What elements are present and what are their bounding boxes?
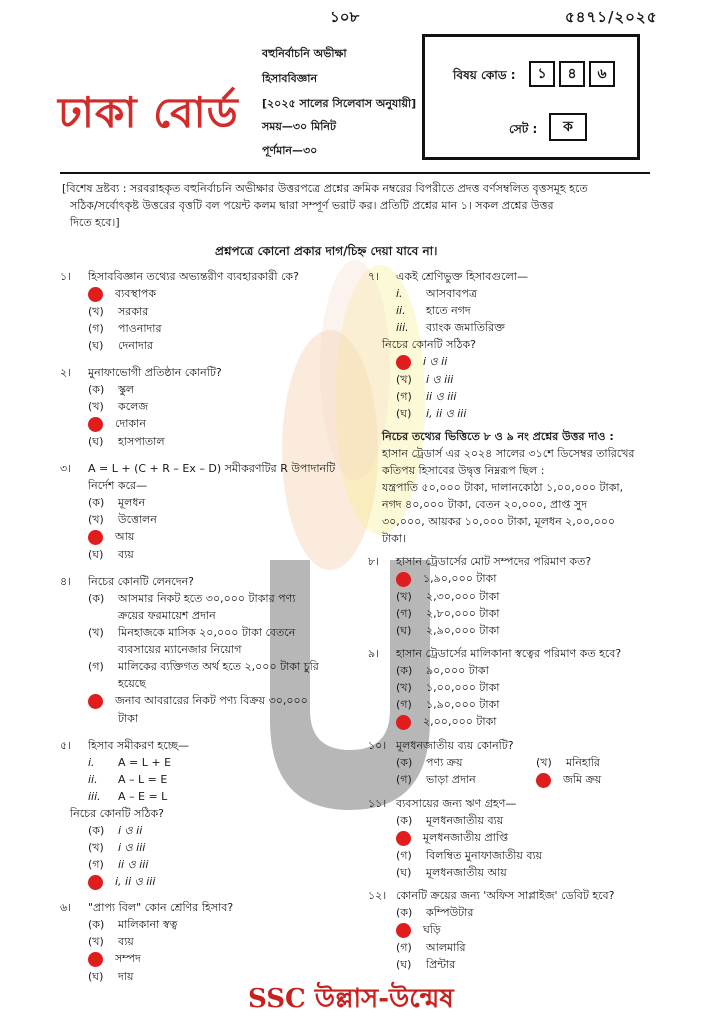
stem-line: ৩০,০০০, আয়কর ১০,০০০ টাকা, মূলধন ২,০০,০০০ — [382, 515, 616, 528]
question-7: ৭। একই শ্রেণিভুক্ত হিসাবগুলো— — [368, 270, 528, 283]
answer-mark — [88, 694, 103, 709]
option: ১,৯০,০০০ টাকা — [368, 570, 668, 588]
option: (খ) ১,০০,০০০ টাকা — [396, 681, 500, 694]
answer-mark — [88, 530, 103, 545]
page-number: ১০৮ — [330, 8, 360, 26]
question-8: ৮। হাসান ট্রেডার্সের মোট সম্পদের পরিমাণ কত? — [368, 555, 592, 568]
option: ব্যবস্থাপক — [60, 285, 360, 303]
option: (ঘ) প্রিন্টার — [396, 958, 456, 971]
answer-mark — [88, 875, 103, 890]
document-code: ৫৪৭১/২০২৫ — [565, 8, 658, 26]
statement: iii. ব্যাংক জমাতিরিক্ত — [396, 321, 505, 334]
question-3: ৩। A = L + (C + R – Ex – D) সমীকরণটির R উপাদানটি — [60, 462, 336, 475]
option: (খ) কলেজ — [88, 400, 149, 413]
left-column — [60, 268, 360, 985]
question-1: ১। হিসাববিজ্ঞান তথ্যের অভ্যন্তরীণ ব্যবহারকারী কে? — [60, 270, 299, 283]
option: i, ii ও iii — [60, 873, 360, 891]
statement: ii. হাতে নগদ — [396, 304, 471, 317]
option-cont: টাকা — [118, 712, 139, 725]
stem-intro: নিচের তথ্যের ভিত্তিতে ৮ ও ৯ নং প্রশ্নের উত্তর দাও : — [382, 430, 614, 443]
stem-line: কতিপয় হিসাবের উদ্বৃত্ত নিম্নরূপ ছিল : — [382, 464, 545, 477]
no-marks-note: প্রশ্নপত্রে কোনো প্রকার দাগ/চিহ্ন দেয়া যাবে না। — [215, 244, 438, 258]
option: (ঘ) i, ii ও iii — [396, 407, 467, 420]
stem-line: হাসান ট্রেডার্স এর ২০২৪ সালের ৩১শে ডিসেম্বর তারিখের — [382, 447, 635, 460]
question-11: ১১। ব্যবসায়ের জন্য ঋণ গ্রহণ— — [368, 797, 517, 810]
option: (ঘ) হাসপাতাল — [88, 435, 165, 448]
subject-code-digit: ১ — [529, 61, 555, 87]
instruction-line-2: সঠিক/সর্বোৎকৃষ্ট উত্তরের বৃত্তটি বল পয়েন্ট কলম দ্বারা সম্পূর্ণ ভরাট কর। প্রতিটি প্রশ্নের মান ১। সকল প্রশ্নের উত্তর — [70, 199, 554, 212]
answer-mark — [396, 831, 411, 846]
option: (গ) ii ও iii — [396, 390, 457, 403]
option: জনাব আবরারের নিকট পণ্য বিক্রয় ৩০,০০০ — [60, 692, 360, 710]
option: (ঘ) দায় — [88, 970, 134, 983]
option: (খ) মিনহাজকে মাসিক ২০,০০০ টাকা বেতনে — [88, 626, 296, 639]
option: মূলধনজাতীয় প্রাপ্তি — [368, 829, 668, 847]
option: ২,০০,০০০ টাকা — [368, 713, 668, 731]
subject-code-digit: ৪ — [559, 61, 585, 87]
option-cont: হয়েছে — [118, 677, 146, 690]
board-title: ঢাকা বোর্ড — [58, 88, 239, 137]
question-3-cont: নির্দেশ করে— — [88, 479, 148, 492]
time-limit: সময়—৩০ মিনিট — [262, 120, 336, 133]
instruction-line-3: দিতে হবে।] — [70, 216, 120, 229]
header-divider — [60, 172, 650, 174]
option: (খ) i ও iii — [396, 373, 454, 386]
answer-mark — [396, 355, 411, 370]
instruction-line-1: [বিশেষ দ্রষ্টব্য : সরবরাহকৃত বহুনির্বাচনি অভীক্ষার উত্তরপত্রে প্রশ্নের ক্রমিক নম্বরের বিপরীতে প্রদত্ত বর্ণসম্বলিত বৃত্তসমূহ হতে — [62, 182, 588, 195]
answer-mark — [88, 952, 103, 967]
exam-type: বহুনির্বাচনি অভীক্ষা — [262, 47, 347, 60]
option: (গ) মালিকের ব্যক্তিগত অর্থ হতে ২,০০০ টাকা চুরি — [88, 660, 319, 673]
subject-name: হিসাববিজ্ঞান — [262, 72, 318, 85]
option: সম্পদ — [60, 950, 360, 968]
option: দোকান — [60, 415, 360, 433]
option: (গ) ii ও iii — [88, 858, 149, 871]
footer-brand: SSC উল্লাস-উন্মেষ — [248, 984, 454, 1014]
option: (ক) কম্পিউটার — [396, 906, 474, 919]
code-box — [422, 34, 640, 160]
option: (ঘ) ২,৯০,০০০ টাকা — [396, 624, 500, 637]
answer-mark — [396, 923, 411, 938]
option-cont: ক্রয়ের ফরমায়েশ প্রদান — [118, 609, 216, 622]
option: (ঘ) ব্যয় — [88, 548, 134, 561]
answer-mark — [88, 287, 103, 302]
subject-code-digit: ৬ — [589, 61, 615, 87]
option: (খ) ব্যয় — [88, 935, 134, 948]
question-2: ২। মুনাফাভোগী প্রতিষ্ঠান কোনটি? — [60, 366, 222, 379]
option: (গ) বিলম্বিত মুনাফাজাতীয় ব্যয় — [396, 849, 543, 862]
statement: i. A = L + E — [88, 756, 172, 769]
option: (খ) উত্তোলন — [88, 513, 157, 526]
option: (ক) আসমার নিকট হতে ৩০,০০০ টাকার পণ্য — [88, 592, 296, 605]
right-column — [368, 268, 668, 973]
option: (গ) ১,৯০,০০০ টাকা — [396, 698, 500, 711]
option: (ক) স্কুল — [88, 383, 135, 396]
option-row: (ক) পণ্য ক্রয় (খ) মনিহারি — [396, 756, 600, 769]
option-row: (গ) ভাড়া প্রদান জমি ক্রয় — [396, 773, 602, 786]
answer-mark — [396, 715, 411, 730]
option: (ক) মূলধন — [88, 496, 146, 509]
set-value: ক — [549, 113, 587, 141]
statement: iii. A – E = L — [88, 790, 168, 803]
answer-mark — [536, 773, 551, 788]
statement: i. আসবাবপত্র — [396, 287, 478, 300]
statement: ii. A – L = E — [88, 773, 168, 786]
syllabus-note: [২০২৫ সালের সিলেবাস অনুযায়ী] — [262, 97, 417, 110]
option: (গ) ২,৮০,০০০ টাকা — [396, 607, 500, 620]
answer-mark — [396, 572, 411, 587]
option: ঘড়ি — [368, 921, 668, 939]
option: (গ) আলমারি — [396, 941, 466, 954]
question-5: ৫। হিসাব সমীকরণ হচ্ছে— — [60, 739, 190, 752]
subject-code-label: বিষয় কোড : — [453, 68, 516, 82]
question-10: ১০। মূলধনজাতীয় ব্যয় কোনটি? — [368, 739, 514, 752]
option: (খ) সরকার — [88, 305, 149, 318]
option: আয় — [60, 528, 360, 546]
question-6: ৬। "প্রাপ্য বিল" কোন শ্রেণির হিসাব? — [60, 901, 234, 914]
stem-line: নগদ ৪০,০০০ টাকা, বেতন ২০,০০০, প্রাপ্ত সুদ — [382, 498, 587, 511]
option: (খ) i ও iii — [88, 841, 146, 854]
set-label: সেট : — [509, 122, 538, 136]
option: i ও ii — [368, 353, 668, 371]
sub-question: নিচের কোনটি সঠিক? — [382, 338, 476, 351]
option: (ঘ) মূলধনজাতীয় আয় — [396, 866, 507, 879]
sub-question: নিচের কোনটি সঠিক? — [70, 807, 164, 820]
option: (ক) মূলধনজাতীয় ব্যয় — [396, 814, 504, 827]
option: (ক) i ও ii — [88, 824, 143, 837]
option-cont: ব্যবসায়ের ম্যানেজার নিয়োগ — [118, 643, 242, 656]
stem-line: যন্ত্রপাতি ৫০,০০০ টাকা, দালানকোঠা ১,০০,০০০ টাকা, — [382, 481, 624, 494]
option: (ঘ) দেনাদার — [88, 339, 154, 352]
full-marks: পূর্ণমান—৩০ — [262, 144, 318, 157]
stem-line: টাকা। — [382, 532, 407, 545]
option: (ক) ৯০,০০০ টাকা — [396, 664, 489, 677]
answer-mark — [88, 417, 103, 432]
option: (ক) মালিকানা স্বত্ব — [88, 918, 178, 931]
option: (খ) ২,৩০,০০০ টাকা — [396, 590, 500, 603]
option: (গ) পাওনাদার — [88, 322, 162, 335]
question-12: ১২। কোনটি ক্রয়ের জন্য 'অফিস সাপ্লাইজ' ডেবিট হবে? — [368, 889, 615, 902]
question-4: ৪। নিচের কোনটি লেনদেন? — [60, 575, 194, 588]
question-9: ৯। হাসান ট্রেডার্সের মালিকানা স্বত্বের পরিমাণ কত হবে? — [368, 647, 622, 660]
